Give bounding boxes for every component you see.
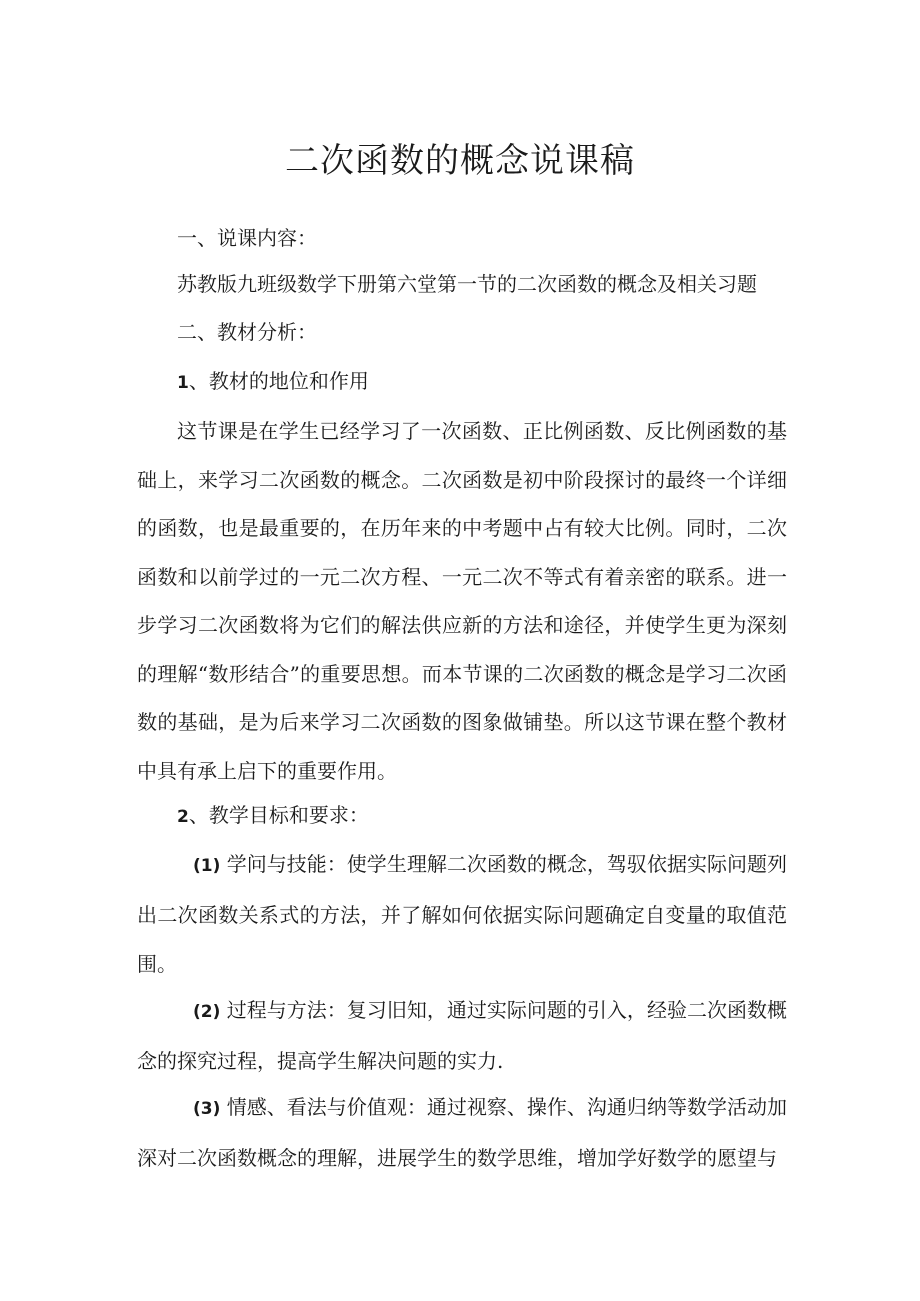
goal-item-3 [137, 1083, 787, 1183]
goal-1-number: (1) [193, 856, 221, 876]
section1-heading: 一、说课内容： [177, 226, 317, 250]
subsection1-number: 1 [177, 373, 189, 393]
subsection2-title: 、教学目标和要求： [188, 803, 369, 827]
section2-heading: 二、教材分析： [177, 320, 317, 344]
goal-1-text: 学问与技能：使学生理解二次函数的概念，驾驭依据实际问题列出二次函数关系式的方法，并了解如何依据实际问题确定自变量的取值范围。 [137, 852, 787, 976]
goal-2-number: (2) [193, 1002, 221, 1022]
goal-item-2 [137, 986, 787, 1086]
subsection2-number: 2 [177, 807, 189, 827]
subsection1-paragraph: 这节课是在学生已经学习了一次函数、正比例函数、反比例函数的基础上，来学习二次函数的概念。二次函数是初中阶段探讨的最终一个详细的函数，也是最重要的，在历年来的中考题中占有较大比例。同时，二次函数和以前学过的一元二次方程、一元二次不等式有着亲密的联系。进一步学习二次函数将为它们的解法供应新的方法和途径，并使学生更为深刻的理解“数形结合”的重要思想。而本节课的二次函数的概念是学习二次函数的基础，是为后来学习二次函数的图象做铺垫。所以这节课在整个教材中具有承上启下的重要作用。 [137, 419, 787, 783]
section1-text: 苏教版九班级数学下册第六堂第一节的二次函数的概念及相关习题 [177, 272, 757, 296]
goal-3-number: (3) [193, 1099, 221, 1119]
subsection1-title: 、教材的地位和作用 [188, 369, 369, 393]
goal-item-1 [137, 840, 787, 989]
goal-3-text: 情感、看法与价值观：通过视察、操作、沟通归纳等数学活动加深对二次函数概念的理解，进展学生的数学思维，增加学好数学的愿望与 [137, 1095, 787, 1170]
subsection1-heading [177, 365, 369, 399]
document-title: 二次函数的概念说课稿 [285, 141, 635, 181]
subsection2-heading [177, 799, 369, 833]
goal-2-text: 过程与方法：复习旧知，通过实际问题的引入，经验二次函数概念的探究过程，提高学生解决问题的实力. [137, 998, 787, 1073]
